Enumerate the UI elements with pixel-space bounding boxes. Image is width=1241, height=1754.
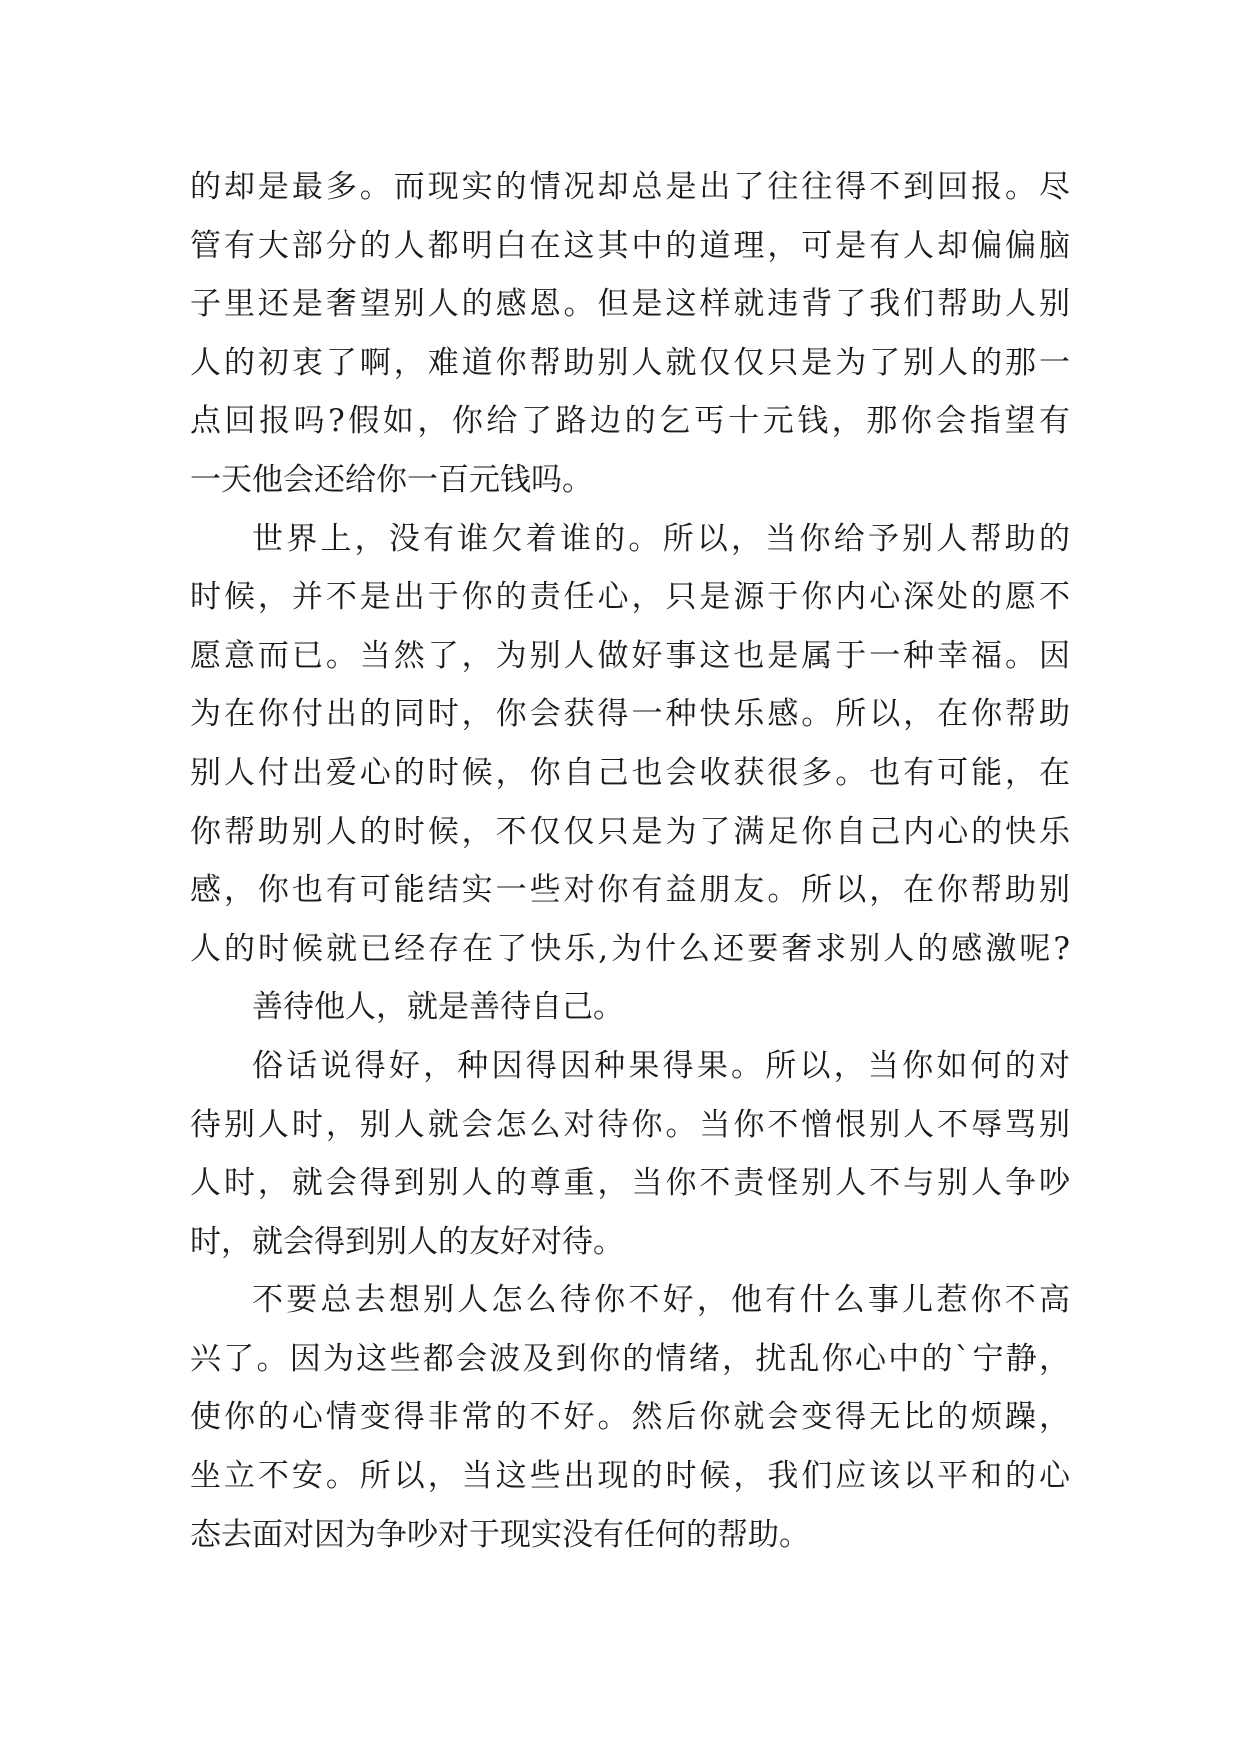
text-line: 人时，就会得到别人的尊重，当你不责怪别人不与别人争吵: [190, 1165, 1070, 1202]
text-line: 为在你付出的同时，你会获得一种快乐感。所以，在你帮助: [190, 696, 1070, 733]
text-line: 感，你也有可能结实一些对你有益朋友。所以，在你帮助别: [190, 872, 1070, 909]
text-line: 愿意而已。当然了，为别人做好事这也是属于一种幸福。因: [190, 637, 1070, 674]
text-line: 的却是最多。而现实的情况却总是出了往往得不到回报。尽: [190, 169, 1070, 205]
text-line: 子里还是奢望别人的感恩。但是这样就违背了我们帮助人别: [190, 286, 1070, 323]
text-line: 点回报吗?假如，你给了路边的乞丐十元钱，那你会指望有: [190, 403, 1070, 440]
text-line: 时候，并不是出于你的责任心，只是源于你内心深处的愿不: [190, 579, 1070, 616]
text-line: 兴了。因为这些都会波及到你的情绪，扰乱你心中的`宁静，: [190, 1340, 1070, 1377]
text-line: 人的时候就已经存在了快乐,为什么还要奢求别人的感激呢?: [190, 930, 1070, 967]
text-line: 时，就会得到别人的友好对待。: [190, 1223, 624, 1260]
text-line: 俗话说得好，种因得因种果得果。所以，当你如何的对: [252, 1047, 1070, 1084]
text-line: 坐立不安。所以，当这些出现的时候，我们应该以平和的心: [190, 1458, 1070, 1495]
text-line: 一天他会还给你一百元钱吗。: [190, 461, 593, 498]
text-line: 世界上，没有谁欠着谁的。所以，当你给予别人帮助的: [252, 520, 1070, 557]
text-line: 使你的心情变得非常的不好。然后你就会变得无比的烦躁，: [190, 1399, 1070, 1436]
text-line: 态去面对因为争吵对于现实没有任何的帮助。: [190, 1516, 810, 1553]
text-line: 待别人时，别人就会怎么对待你。当你不憎恨别人不辱骂别: [190, 1106, 1070, 1143]
text-line: 不要总去想别人怎么待你不好，他有什么事儿惹你不高: [252, 1282, 1070, 1319]
body-text: [190, 158, 1070, 1564]
text-line: 管有大部分的人都明白在这其中的道理，可是有人却偏偏脑: [190, 227, 1070, 264]
text-line: 善待他人，就是善待自己。: [252, 989, 624, 1026]
text-line: 人的初衷了啊，难道你帮助别人就仅仅只是为了别人的那一: [190, 344, 1070, 381]
text-line: 别人付出爱心的时候，你自己也会收获很多。也有可能，在: [190, 754, 1070, 791]
text-line: 你帮助别人的时候，不仅仅只是为了满足你自己内心的快乐: [190, 813, 1070, 850]
